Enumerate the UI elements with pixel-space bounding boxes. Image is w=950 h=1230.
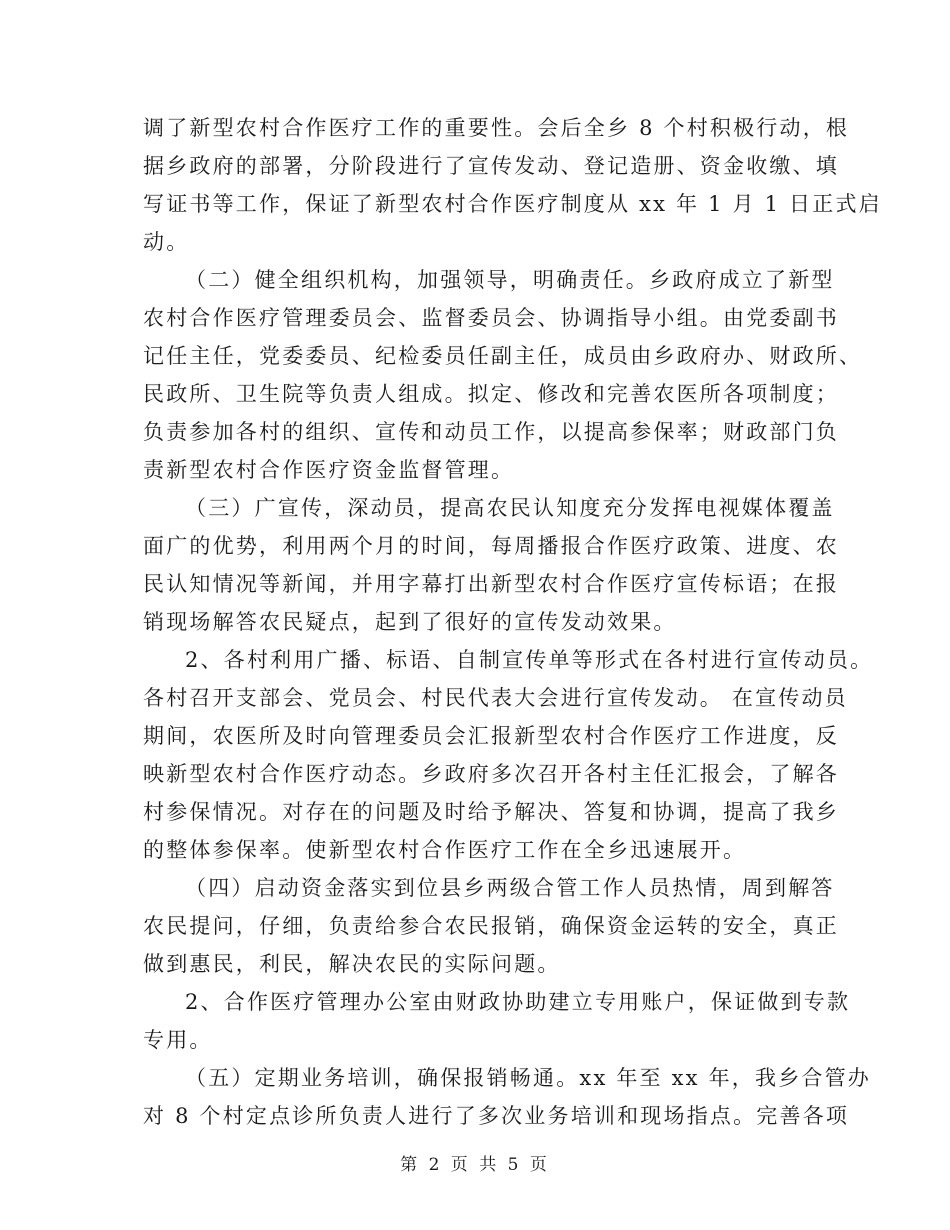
page-number-footer: 第 2 页 共 5 页: [400, 1155, 550, 1175]
text-line: 民认知情况等新闻，并用字幕打出新型农村合作医疗宣传标语；在报: [143, 572, 839, 596]
text-line: 动。: [143, 230, 190, 254]
text-line: 销现场解答农民疑点，起到了很好的宣传发动效果。: [143, 610, 677, 634]
text-line: 期间，农医所及时向管理委员会汇报新型农村合作医疗工作进度，反: [143, 724, 839, 748]
text-line: 责新型农村合作医疗资金监督管理。: [143, 458, 515, 482]
paragraph-heading-line: （三）广宣传，深动员，提高农民认知度充分发挥电视媒体覆盖: [185, 496, 835, 520]
paragraph-heading-line: （五）定期业务培训，确保报销畅通。xx 年至 xx 年，我乡合管办: [185, 1066, 871, 1090]
text-line: 对 8 个村定点诊所负责人进行了多次业务培训和现场指点。完善各项: [143, 1104, 850, 1128]
paragraph-heading-line: （四）启动资金落实到位县乡两级合管工作人员热情，周到解答: [185, 876, 835, 900]
text-line: 记任主任，党委委员、纪检委员任副主任，成员由乡政府办、财政所、: [143, 344, 863, 368]
paragraph-heading-line: （二）健全组织机构，加强领导，明确责任。乡政府成立了新型: [185, 268, 835, 292]
paragraph-start-line: 2、各村利用广播、标语、自制宣传单等形式在各村进行宣传动员。: [185, 648, 874, 672]
text-line: 专用。: [143, 1028, 213, 1052]
text-line: 的整体参保率。使新型农村合作医疗工作在全乡迅速展开。: [143, 838, 747, 862]
paragraph-start-line: 2、合作医疗管理办公室由财政协助建立专用账户，保证做到专款: [185, 990, 851, 1014]
text-line: 面广的优势，利用两个月的时间，每周播报合作医疗政策、进度、农: [143, 534, 839, 558]
text-line: 农民提问，仔细，负责给参合农民报销，确保资金运转的安全，真正: [143, 914, 839, 938]
text-line: 负责参加各村的组织、宣传和动员工作，以提高参保率；财政部门负: [143, 420, 839, 444]
text-line: 映新型农村合作医疗动态。乡政府多次召开各村主任汇报会，了解各: [143, 762, 839, 786]
text-line: 调了新型农村合作医疗工作的重要性。会后全乡 8 个村积极行动，根: [143, 116, 850, 140]
text-line: 农村合作医疗管理委员会、监督委员会、协调指导小组。由党委副书: [143, 306, 839, 330]
text-line: 据乡政府的部署，分阶段进行了宣传发动、登记造册、资金收缴、填: [143, 154, 839, 178]
text-line: 民政所、卫生院等负责人组成。拟定、修改和完善农医所各项制度；: [143, 382, 839, 406]
text-line: 各村召开支部会、党员会、村民代表大会进行宣传发动。 在宣传动员: [143, 686, 848, 710]
text-line: 写证书等工作，保证了新型农村合作医疗制度从 xx 年 1 月 1 日正式启: [143, 192, 882, 216]
text-line: 村参保情况。对存在的问题及时给予解决、答复和协调，提高了我乡: [143, 800, 839, 824]
text-line: 做到惠民，利民，解决农民的实际问题。: [143, 952, 561, 976]
